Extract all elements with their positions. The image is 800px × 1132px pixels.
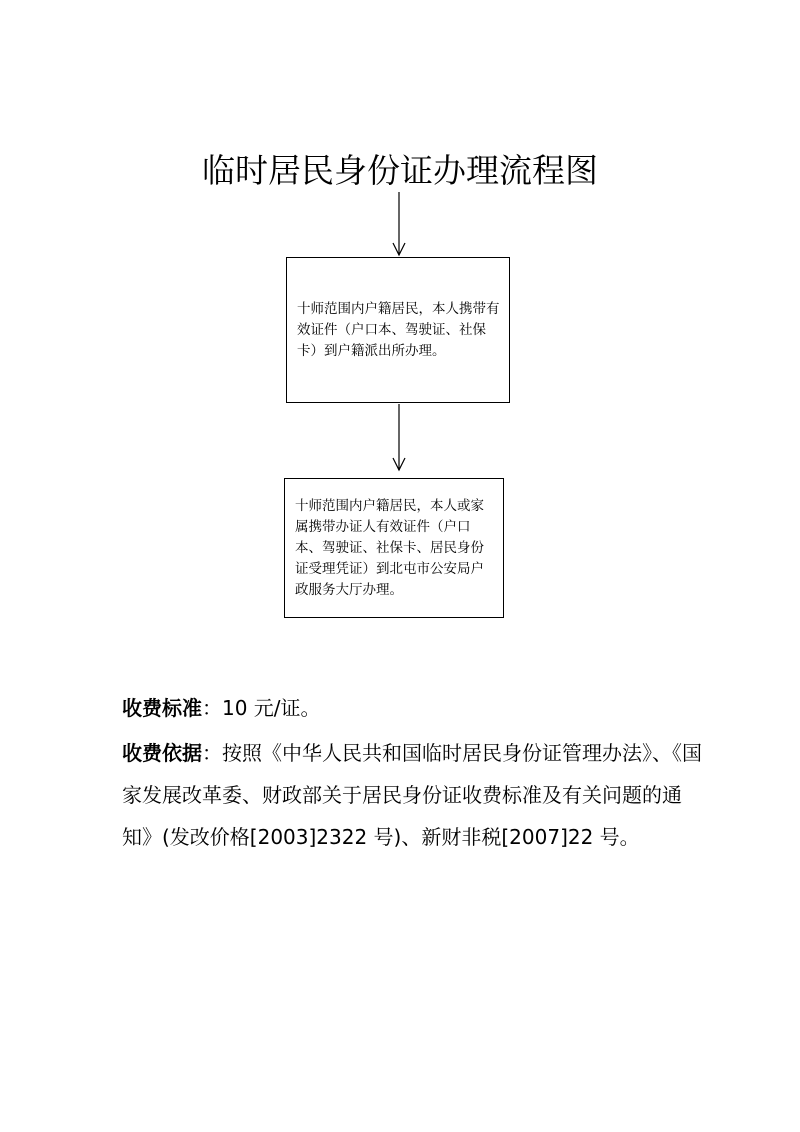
flow-step-1-text: 十师范围内户籍居民，本人携带有效证件（户口本、驾驶证、社保卡）到户籍派出所办理。 <box>297 300 500 359</box>
fee-standard-value: 10 元/证。 <box>222 696 321 720</box>
page-title: 临时居民身份证办理流程图 <box>202 151 598 190</box>
flow-step-2-text: 十师范围内户籍居民，本人或家属携带办证人有效证件（户口本、驾驶证、社保卡、居民身份证受理凭证）到北屯市公安局户政服务大厅办理。 <box>295 497 484 598</box>
fee-basis-label: 收费依据 <box>122 741 202 765</box>
fee-basis <box>122 732 702 858</box>
flow-step-1-box <box>286 257 510 403</box>
fee-standard <box>122 688 702 728</box>
flow-step-2-box <box>284 478 504 618</box>
fee-standard-label: 收费标准 <box>122 696 202 720</box>
fee-basis-separator: ： <box>202 741 222 765</box>
fee-standard-separator: ： <box>202 696 222 720</box>
fee-basis-value: 按照《中华人民共和国临时居民身份证管理办法》、《国家发展改革委、财政部关于居民身份证收费标准及有关问题的通知》(发改价格[2003]2322 号)、新财非税[2007]22 号。 <box>122 741 702 849</box>
